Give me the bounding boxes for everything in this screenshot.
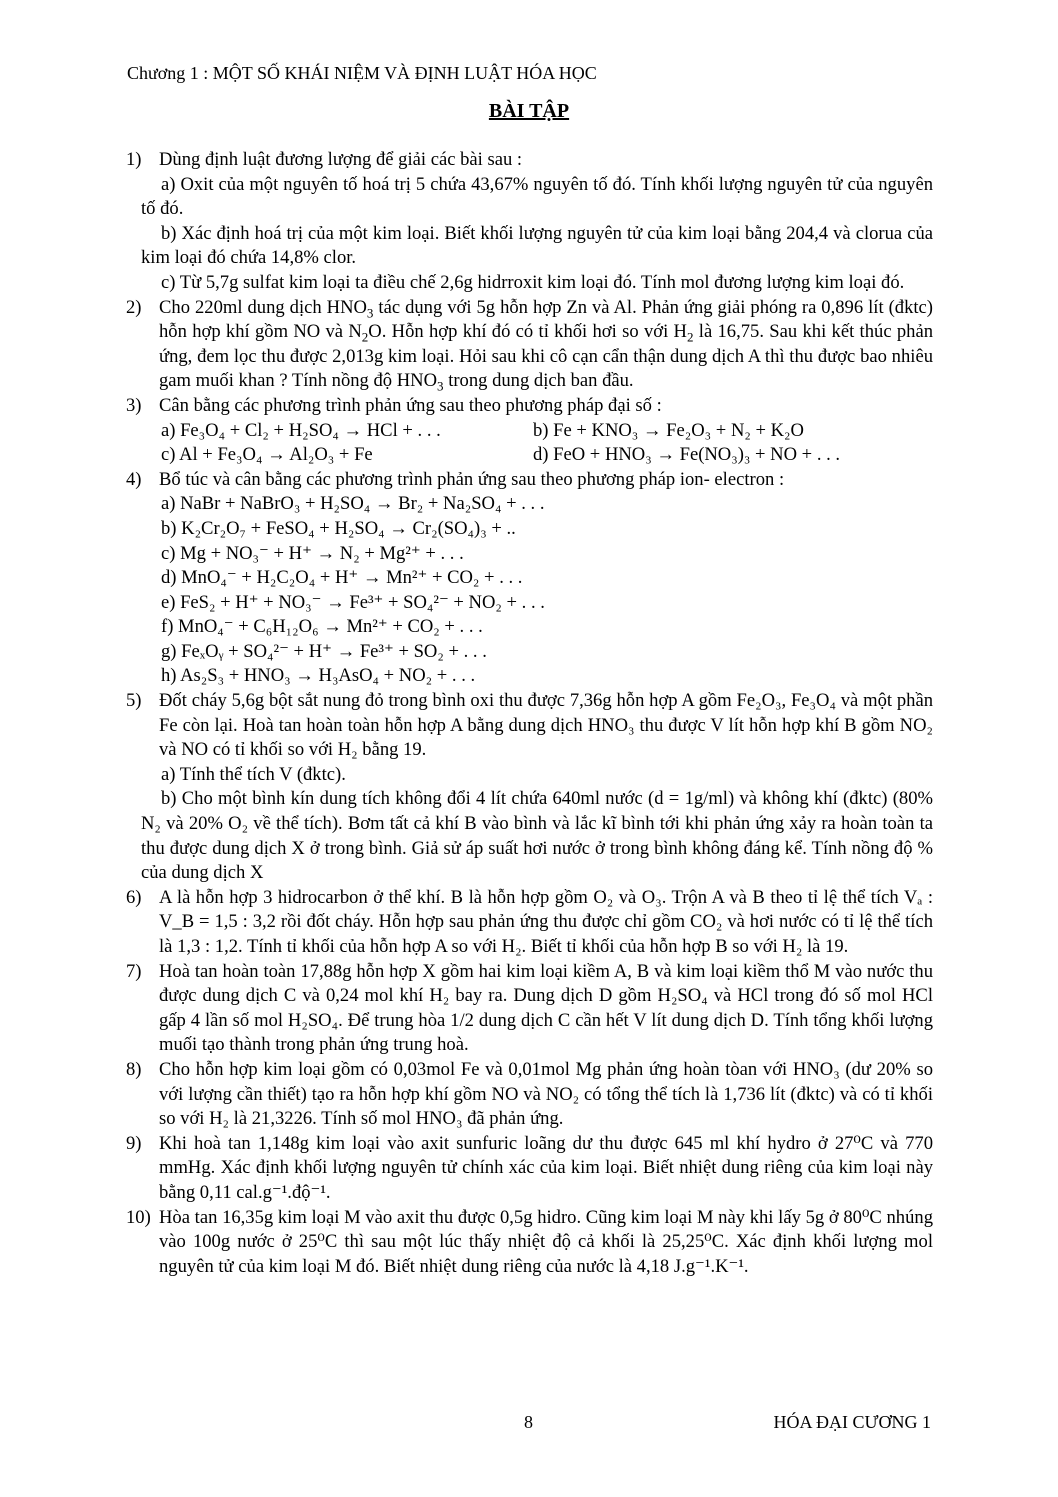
- exercise-number: 3): [126, 394, 142, 416]
- exercise-number: 4): [126, 468, 142, 490]
- exercise-number: 6): [126, 886, 142, 908]
- exercise-5b: b) Cho một bình kín dung tích không đổi 4 lít chứa 640ml nước (d = 1g/ml) và không khí (đktc) (80% N₂ và 20% O₂ về thể tích). Bơm tất cả khí B vào bình và lắc kĩ bình tới khi phản ứng xảy ra hoàn toàn ta thu được dung dịch X ở trong bình. Giả sử áp suất hơi nước ở trong bình không đáng kể. Tính nồng độ % của dung dịch X: [141, 788, 933, 884]
- exercise-1b: b) Xác định hoá trị của một kim loại. Biết khối lượng nguyên tử của kim loại bằng 204,4 và clorua của kim loại đó chứa 14,8% clor.: [141, 222, 933, 269]
- page-number: 8: [524, 1412, 533, 1432]
- equation-4g: g) FeₓOᵧ + SO₄²⁻ + H⁺ → Fe³⁺ + SO₂ + . . .: [161, 640, 487, 662]
- exercise-stem: Đốt cháy 5,6g bột sắt nung đỏ trong bình oxi thu được 7,36g hỗn hợp A gồm Fe₂O₃, Fe₃O₄ và một phần Fe còn lại. Hoà tan hoàn toàn hỗn hợp A bằng dung dịch HNO₃ thu được V lít hỗn hợp khí B gồm NO₂ và NO có tỉ khối so với H₂ bằng 19.: [159, 690, 933, 761]
- text-segment: trong dung dịch ban đầu.: [443, 370, 634, 392]
- exercise-text: Hòa tan 16,35g kim loại M vào axit thu được 0,5g hidro. Cũng kim loại M này khi lấy 5g ở 80⁰C nhúng vào 100g nước ở 25⁰C thì sau một lúc thấy nhiệt độ cả khối là 25,25⁰C. Xác định khối lượng mol nguyên tử của kim loại M đó. Biết nhiệt dung riêng của nước là 4,18 J.g⁻¹.K⁻¹.: [159, 1206, 933, 1277]
- equation-3a: a) Fe₃O₄ + Cl₂ + H₂SO₄ → HCl + . . .: [161, 419, 441, 441]
- exercise-1: [127, 148, 933, 296]
- exercise-6: [127, 886, 933, 960]
- text-segment: tác dụng với 5g hỗn hợp Zn và Al. Phản ứng giải phóng ra 0,896 lít (đktc) hỗn hợp khí gồm NO và N: [159, 296, 933, 343]
- exercise-5a: a) Tính thể tích V (đktc).: [161, 763, 346, 785]
- exercise-text: Cho 220ml dung dịch $HNO_3$ tác dụng với 5g hỗn hợp Zn và Al. Phản ứng giải phóng ra 0,896 lít (đktc) hỗn hợp khí gồm NO và $N_2O$. Hỗn hợp khí đó có tỉ khối hơi so với $H_2$ là 16,75. Sau khi kết thúc phản ứng, đem lọc thu được 2,013g kim loại. Hỏi sau khi cô cạn cẩn thận dung dịch A thì thu được bao nhiêu gam muối khan ? Tính nồng độ $HNO_3$ trong dung dịch ban đầu.: [159, 296, 934, 395]
- chapter-header: Chương 1 : MỘT SỐ KHÁI NIỆM VÀ ĐỊNH LUẬT HÓA HỌC: [127, 63, 597, 83]
- equation-3c: c) Al + Fe₃O₄ → Al₂O₃ + Fe: [161, 444, 373, 466]
- equation-4a: a) NaBr + NaBrO₃ + H₂SO₄ → Br₂ + Na₂SO₄ + . . .: [161, 493, 545, 515]
- equation-4d: d) MnO₄⁻ + H₂C₂O₄ + H⁺ → Mn²⁺ + CO₂ + . . .: [161, 567, 523, 589]
- exercise-number: 2): [126, 296, 142, 318]
- exercise-3: [127, 394, 933, 468]
- exercise-2: [127, 296, 933, 394]
- text-segment: Cho 220ml dung dịch HNO: [159, 296, 367, 318]
- exercise-number: 8): [126, 1058, 142, 1080]
- equation-4c: c) Mg + NO₃⁻ + H⁺ → N₂ + Mg²⁺ + . . .: [161, 542, 464, 564]
- exercise-number: 5): [126, 690, 142, 712]
- exercise-text: A là hỗn hợp 3 hidrocarbon ở thể khí. B là hỗn hợp gồm O₂ và O₃. Trộn A và B theo tỉ lệ thể tích Vₐ : V_B = 1,5 : 3,2 rồi đốt cháy. Hỗn hợp sau phản ứng thu được chỉ gồm CO₂ và hơi nước có tỉ lệ thể tích là 1,3 : 1,2. Tính tỉ khối của hỗn hợp A so với H₂. Biết tỉ khối của hỗn hợp B so với H₂ là 19.: [159, 886, 933, 957]
- equation-4b: b) K₂Cr₂O₇ + FeSO₄ + H₂SO₄ → Cr₂(SO₄)₃ + ..: [161, 517, 516, 539]
- equation-4f: f) MnO₄⁻ + C₆H₁₂O₆ → Mn²⁺ + CO₂ + . . .: [161, 616, 483, 638]
- exercise-number: 10): [126, 1206, 151, 1228]
- exercise-stem: Cân bằng các phương trình phản ứng sau theo phương pháp đại số :: [159, 394, 662, 416]
- exercise-5: [127, 689, 933, 886]
- exercise-1a: a) Oxit của một nguyên tố hoá trị 5 chứa 43,67% nguyên tố đó. Tính khối lượng nguyên tử của nguyên tố đó.: [141, 173, 933, 220]
- equation-4h: h) As₂S₃ + HNO₃ → H₃AsO₄ + NO₂ + . . .: [161, 665, 476, 687]
- exercise-text: Khi hoà tan 1,148g kim loại vào axit sunfuric loãng dư thu được 645 ml khí hydro ở 27⁰C và 770 mmHg. Xác định khối lượng nguyên tử chính xác của kim loại. Biết nhiệt dung riêng của kim loại này bằng 0,11 cal.g⁻¹.độ⁻¹.: [159, 1132, 933, 1203]
- exercise-number: 9): [126, 1132, 142, 1154]
- exercise-8: [127, 1058, 933, 1132]
- exercise-stem: Bổ túc và cân bằng các phương trình phản ứng sau theo phương pháp ion- electron :: [159, 468, 785, 490]
- exercise-list: [127, 148, 933, 1279]
- text-segment: O. Hỗn hợp khí đó có tỉ khối hơi so với H: [368, 321, 687, 343]
- equation-3b: b) Fe + KNO₃ → Fe₂O₃ + N₂ + K₂O: [533, 419, 804, 441]
- exercise-1c: c) Từ 5,7g sulfat kim loại ta điều chế 2,6g hidrroxit kim loại đó. Tính mol đương lượng kim loại đó.: [161, 271, 905, 293]
- equation-3d: d) FeO + HNO₃ → Fe(NO₃)₃ + NO + . . .: [533, 444, 841, 466]
- exercise-number: 1): [126, 149, 142, 170]
- exercise-4: [127, 468, 933, 689]
- exercise-9: [127, 1132, 933, 1206]
- text-segment: là 16,75. Sau khi kết thúc phản ứng, đem lọc thu được 2,013g kim loại. Hỏi sau khi cô cạn cẩn thận dung dịch A thì thu được bao nhiêu gam muối khan ? Tính nồng độ HNO: [159, 321, 934, 392]
- equation-row: [141, 419, 933, 444]
- equation-row: [141, 443, 933, 468]
- book-title: HÓA ĐẠI CƯƠNG 1: [773, 1412, 931, 1432]
- exercise-7: [127, 960, 933, 1058]
- exercise-stem: Dùng định luật đương lượng để giải các bài sau :: [159, 149, 523, 170]
- equation-4e: e) FeS₂ + H⁺ + NO₃⁻ → Fe³⁺ + SO₄²⁻ + NO₂ + . . .: [161, 591, 545, 613]
- exercise-number: 7): [126, 960, 142, 982]
- page-title: BÀI TẬP: [488, 100, 570, 122]
- exercise-text: Cho hỗn hợp kim loại gồm có 0,03mol Fe và 0,01mol Mg phản ứng hoàn tòan với HNO₃ (dư 20% so với lượng cần thiết) tạo ra hỗn hợp khí gồm NO và NO₂ có tổng thể tích là 1,736 lít (đktc) và có tỉ khối so với H₂ là 21,3226. Tính số mol HNO₃ đã phản ứng.: [159, 1058, 933, 1130]
- exercise-text: Hoà tan hoàn toàn 17,88g hỗn hợp X gồm hai kim loại kiềm A, B và kim loại kiềm thổ M vào nước thu được dung dịch C và 0,24 mol khí H₂ bay ra. Dung dịch D gồm H₂SO₄ và HCl trong đó số mol HCl gấp 4 lần số mol H₂SO₄. Để trung hòa 1/2 dung dịch C cần hết V lít dung dịch D. Tính tổng khối lượng muối tạo thành trong phản ứng trung hoà.: [159, 960, 933, 1056]
- exercise-10: [127, 1206, 933, 1280]
